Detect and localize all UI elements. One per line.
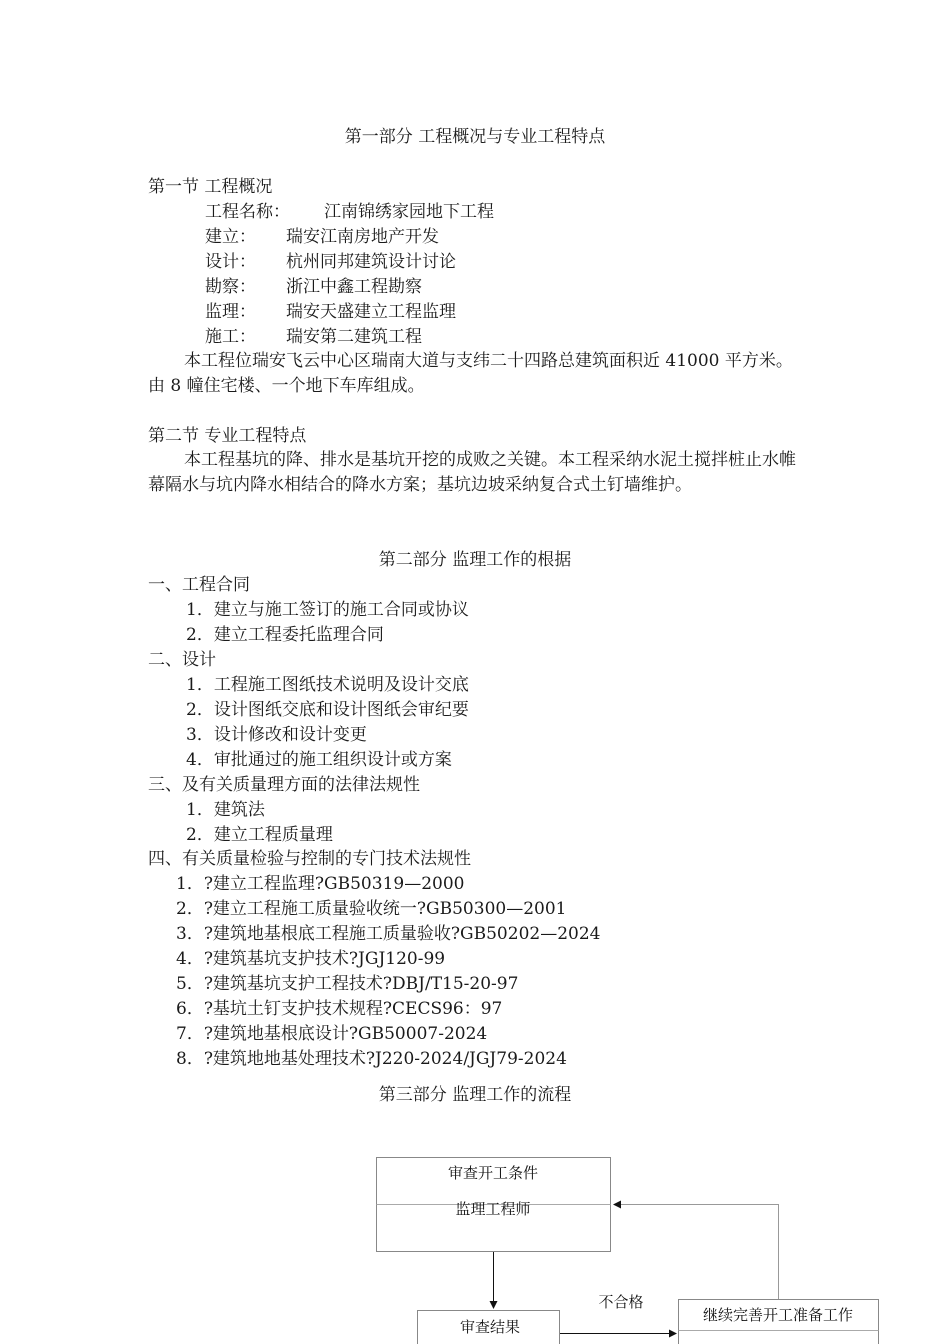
basis-item: 4．审批通过的施工组织设计或方案 [186, 750, 452, 770]
features-paragraph [148, 448, 803, 498]
part3-title: 第三部分 监理工作的流程 [378, 1085, 572, 1105]
info-value-design: 杭州同邦建筑设计讨论 [286, 252, 456, 272]
basis-group-heading: 二、设计 [148, 650, 216, 670]
basis-item: 2．建立工程委托监理合同 [186, 625, 384, 645]
info-label-owner: 建立： [205, 227, 256, 247]
overview-text: 本工程位瑞安飞云中心区瑞南大道与支纬二十四路总建筑面积近 41000 平方米。由 8 幢住宅楼、一个地下车库组成。 [148, 351, 793, 396]
info-label-project-name: 工程名称： [205, 202, 290, 222]
regulation-item: 6．?基坑土钉支护技术规程?CECS96：97 [176, 999, 503, 1019]
regulation-item: 2．?建立工程施工质量验收统一?GB50300—2001 [176, 899, 567, 919]
basis-item: 1．建立与施工签订的施工合同或协议 [186, 600, 469, 620]
info-label-survey: 勘察： [205, 277, 256, 297]
basis-item: 1．工程施工图纸技术说明及设计交底 [186, 675, 469, 695]
info-label-design: 设计： [205, 252, 256, 272]
regulation-item: 7．?建筑地基根底设计?GB50007-2024 [176, 1024, 488, 1044]
flow-box-review-conditions [377, 1158, 611, 1252]
info-label-construction: 施工： [205, 327, 256, 347]
flow-box3-title: 继续完善开工准备工作 [702, 1306, 854, 1324]
regulation-item: 8．?建筑地地基处理技术?J220-2024/JGJ79-2024 [176, 1049, 567, 1069]
regulation-item: 4．?建筑基坑支护技术?JGJ120-99 [176, 949, 446, 969]
section2-heading: 第二节 专业工程特点 [148, 426, 307, 446]
basis-item: 3．设计修改和设计变更 [186, 725, 367, 745]
basis-item: 1．建筑法 [186, 800, 265, 820]
info-value-owner: 瑞安江南房地产开发 [286, 227, 439, 247]
section1-heading: 第一节 工程概况 [148, 177, 273, 197]
regulation-item: 5．?建筑基坑支护工程技术?DBJ/T15-20-97 [176, 974, 519, 994]
regulation-item: 3．?建筑地基根底工程施工质量验收?GB50202—2024 [176, 924, 601, 944]
basis-group-heading: 三、及有关质量理方面的法律法规性 [148, 775, 420, 795]
basis-item: 2．设计图纸交底和设计图纸会审纪要 [186, 700, 469, 720]
info-label-supervision: 监理： [205, 302, 256, 322]
flow-box2-title: 审查结果 [459, 1318, 521, 1336]
flow-arrow-feedback [614, 1205, 779, 1300]
info-value-construction: 瑞安第二建筑工程 [286, 327, 422, 347]
flow-box-review-result [418, 1311, 560, 1344]
basis-group-heading: 四、有关质量检验与控制的专门技术法规性 [148, 849, 471, 869]
part1-title: 第一部分 工程概况与专业工程特点 [344, 127, 606, 147]
flow-box1-subtitle: 监理工程师 [455, 1200, 531, 1218]
info-value-supervision: 瑞安天盛建立工程监理 [286, 302, 456, 322]
basis-item: 2．建立工程质量理 [186, 825, 333, 845]
regulation-item: 1．?建立工程监理?GB50319—2000 [176, 874, 465, 894]
flow-box-continue-preparation [679, 1300, 879, 1344]
info-value-project-name: 江南锦绣家园地下工程 [324, 202, 494, 222]
flow-edge-label-fail: 不合格 [598, 1293, 644, 1311]
flow-box1-title: 审查开工条件 [447, 1164, 539, 1182]
info-value-survey: 浙江中鑫工程勘察 [286, 277, 422, 297]
features-text: 本工程基坑的降、排水是基坑开挖的成败之关键。本工程采纳水泥土搅拌桩止水帷幕隔水与坑内降水相结合的降水方案；基坑边坡采纳复合式土钉墙维护。 [148, 450, 796, 495]
part2-title: 第二部分 监理工作的根据 [378, 550, 572, 570]
basis-group-heading: 一、工程合同 [148, 575, 250, 595]
overview-paragraph [148, 349, 803, 399]
